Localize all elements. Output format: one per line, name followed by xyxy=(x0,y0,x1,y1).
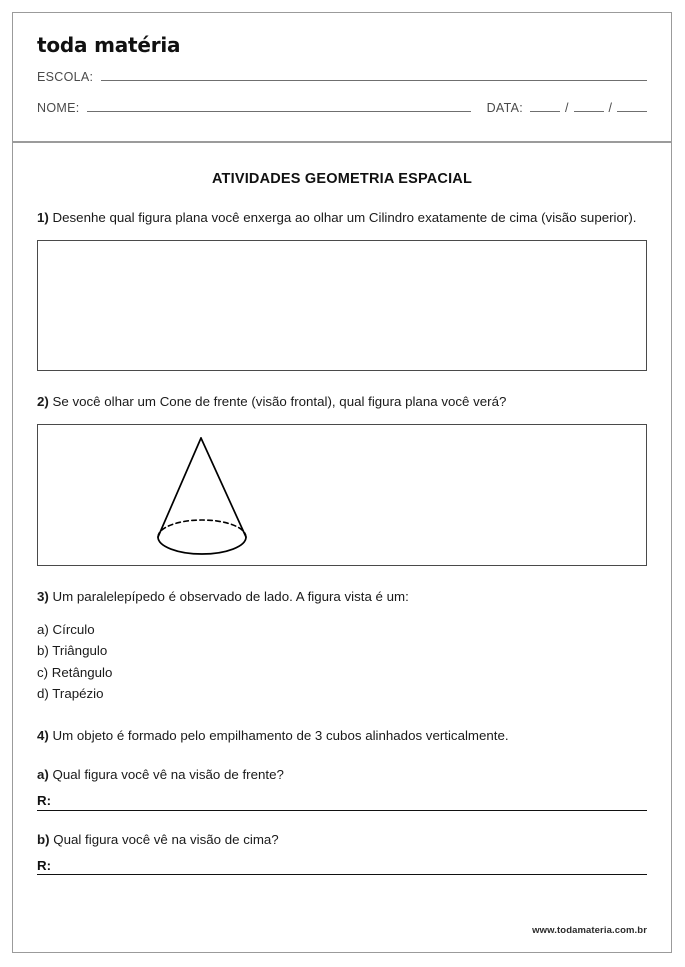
escola-field-row xyxy=(37,70,647,84)
option-c[interactable]: c) Retângulo xyxy=(37,664,113,680)
option-a[interactable]: a) Círculo xyxy=(37,621,95,637)
escola-input-line[interactable] xyxy=(101,70,647,81)
question-2-number: 2) xyxy=(37,393,49,409)
question-4b xyxy=(37,831,647,850)
page-header xyxy=(13,13,671,143)
data-month-input[interactable] xyxy=(574,101,604,112)
nome-field-row xyxy=(37,101,647,115)
question-4 xyxy=(37,727,647,746)
question-4b-answer-prefix: R: xyxy=(37,858,52,874)
cone-icon xyxy=(104,433,304,563)
question-4a xyxy=(37,766,647,785)
question-2-text: Se você olhar um Cone de frente (visão frontal), qual figura plana você verá? xyxy=(52,393,507,409)
question-4b-answer-input[interactable] xyxy=(51,858,647,872)
question-4b-answer-line[interactable] xyxy=(37,858,647,875)
nome-label: NOME: xyxy=(37,101,80,115)
option-d[interactable]: d) Trapézio xyxy=(37,686,104,702)
question-2 xyxy=(37,393,647,412)
data-year-input[interactable] xyxy=(617,101,647,112)
escola-label: ESCOLA: xyxy=(37,70,94,84)
question-3-number: 3) xyxy=(37,588,49,604)
question-4a-text: Qual figura você vê na visão de frente? xyxy=(52,766,284,782)
question-4b-label: b) xyxy=(37,831,50,847)
question-4a-answer-input[interactable] xyxy=(51,794,647,808)
data-label: DATA: xyxy=(486,101,524,115)
brand-logo: toda matéria xyxy=(37,33,181,57)
question-4a-answer-line[interactable] xyxy=(37,794,647,811)
question-2-answer-box[interactable] xyxy=(37,424,647,566)
data-field-group xyxy=(487,101,647,115)
footer-website-url: www.todamateria.com.br xyxy=(532,925,647,936)
cone-base-back-arc xyxy=(158,520,246,537)
question-4a-label: a) xyxy=(37,766,49,782)
question-3-text: Um paralelepípedo é observado de lado. A figura vista é um: xyxy=(52,588,409,604)
question-3-options xyxy=(37,619,647,705)
question-1-number: 1) xyxy=(37,210,49,225)
page-title: ATIVIDADES GEOMETRIA ESPACIAL xyxy=(211,171,473,187)
worksheet-page xyxy=(12,12,672,953)
question-4-number: 4) xyxy=(37,727,49,743)
question-1-text: Desenhe qual figura plana você enxerga ao olhar um Cilindro exatamente de cima (visão superior). xyxy=(52,210,637,225)
question-1-answer-box[interactable] xyxy=(37,240,647,371)
data-separator-2: / xyxy=(608,101,612,115)
cone-figure xyxy=(104,433,304,568)
worksheet-body xyxy=(13,171,671,875)
question-1 xyxy=(37,209,647,228)
data-day-input[interactable] xyxy=(530,101,560,112)
option-b[interactable]: b) Triângulo xyxy=(37,643,108,659)
nome-input-line[interactable] xyxy=(87,101,470,112)
data-separator-1: / xyxy=(565,101,569,115)
cone-base-front-arc xyxy=(158,537,246,554)
question-4-text: Um objeto é formado pelo empilhamento de 3 cubos alinhados verticalmente. xyxy=(52,727,509,743)
question-3 xyxy=(37,588,647,607)
question-4b-text: Qual figura você vê na visão de cima? xyxy=(53,831,279,847)
question-4a-answer-prefix: R: xyxy=(37,793,52,809)
